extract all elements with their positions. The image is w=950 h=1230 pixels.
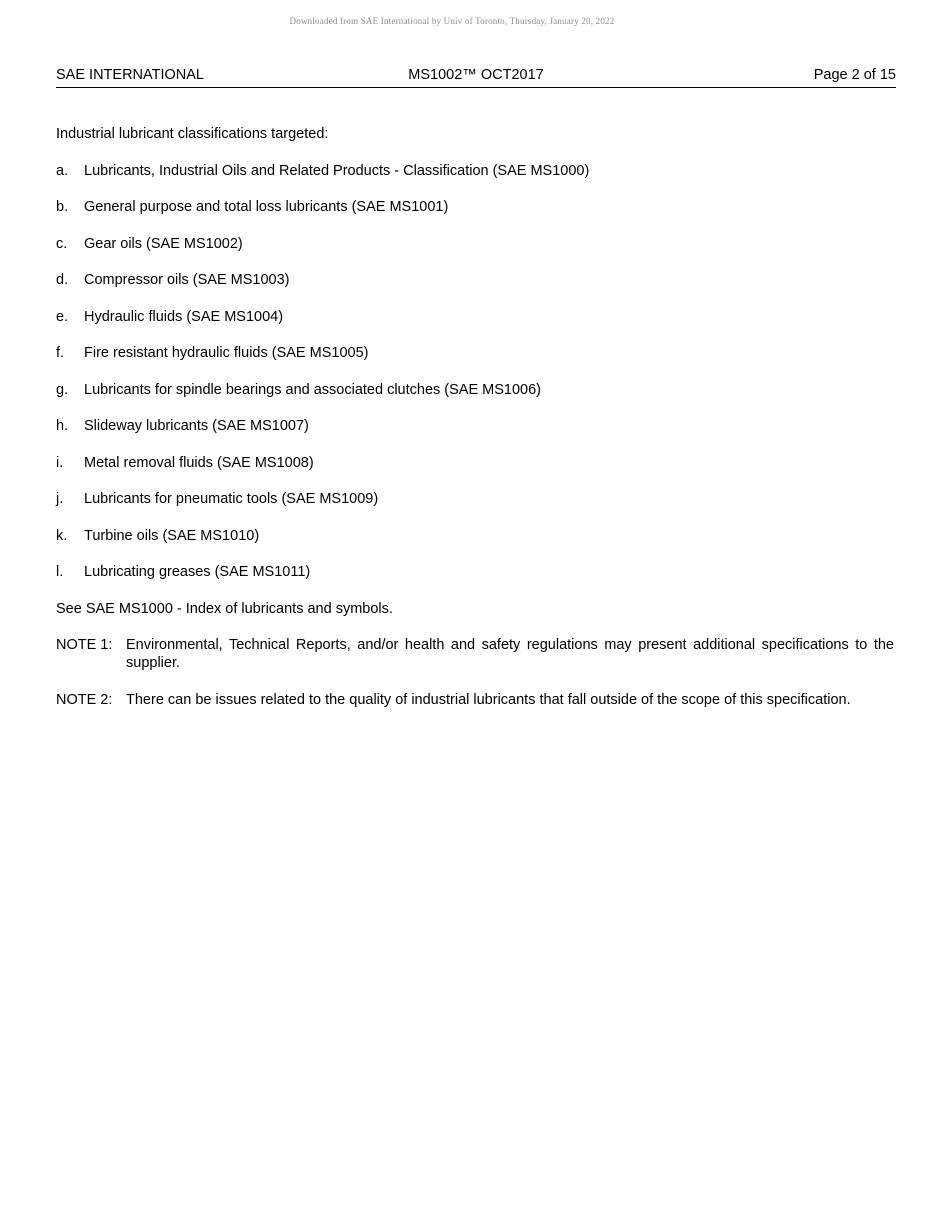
header-organization: SAE INTERNATIONAL [56,67,204,83]
note-2 [56,691,894,709]
list-item-text: Hydraulic fluids (SAE MS1004) [84,308,284,325]
list-item-marker: a. [56,162,69,179]
header-page-number: Page 2 of 15 [813,67,896,83]
list-item-text: Metal removal fluids (SAE MS1008) [84,454,314,471]
list-item-marker: f. [56,345,65,361]
list-item [56,162,894,180]
document-body [56,125,894,709]
list-item-marker: i. [56,454,64,471]
list-item-text: Gear oils (SAE MS1002) [84,235,243,252]
list-item-marker: b. [56,199,69,215]
list-item [56,308,894,326]
list-item [56,271,894,289]
list-item-text: Compressor oils (SAE MS1003) [84,272,290,288]
note-text: There can be issues related to the quality of industrial lubricants that fall outside of the scope of this specification. [126,691,851,708]
list-item-marker: h. [56,418,69,434]
list-item-text: Lubricants, Industrial Oils and Related Products - Classification (SAE MS1000) [84,162,590,179]
list-item-marker: k. [56,527,68,544]
list-item-text: Turbine oils (SAE MS1010) [84,527,260,544]
note-1 [56,636,894,672]
note-label: NOTE 1: [56,637,113,653]
list-item [56,454,894,472]
list-item-text: Fire resistant hydraulic fluids (SAE MS1005) [84,345,369,361]
list-item-text: Lubricating greases (SAE MS1011) [84,564,311,580]
list-item-text: Lubricants for pneumatic tools (SAE MS1009) [84,491,379,507]
list-item-marker: e. [56,308,69,325]
list-item-text: Lubricants for spindle bearings and associated clutches (SAE MS1006) [84,381,542,398]
download-watermark: Downloaded from SAE International by Univ of Toronto, Thursday, January 20, 2022 [289,16,615,26]
list-item-marker: d. [56,272,69,288]
classification-list [56,162,894,582]
list-item [56,235,894,253]
list-item [56,381,894,399]
see-also-text: See SAE MS1000 - Index of lubricants and symbols. [56,600,393,617]
list-item [56,417,894,435]
note-text: Environmental, Technical Reports, and/or health and safety regulations may present additional specifications to the supplier. [126,637,894,671]
list-item-marker: c. [56,235,68,252]
list-item-text: Slideway lubricants (SAE MS1007) [84,418,309,434]
list-item-marker: g. [56,381,69,398]
list-item-marker: l. [56,564,64,580]
list-item [56,490,894,508]
intro-text: Industrial lubricant classifications targeted: [56,126,329,142]
list-item-text: General purpose and total loss lubricants (SAE MS1001) [84,199,449,215]
page-header [56,67,896,88]
note-label: NOTE 2: [56,691,113,708]
header-document-id: MS1002™ OCT2017 [408,67,544,83]
list-item [56,563,894,581]
list-item [56,527,894,545]
list-item [56,198,894,216]
list-item-marker: j. [56,491,64,507]
list-item [56,344,894,362]
